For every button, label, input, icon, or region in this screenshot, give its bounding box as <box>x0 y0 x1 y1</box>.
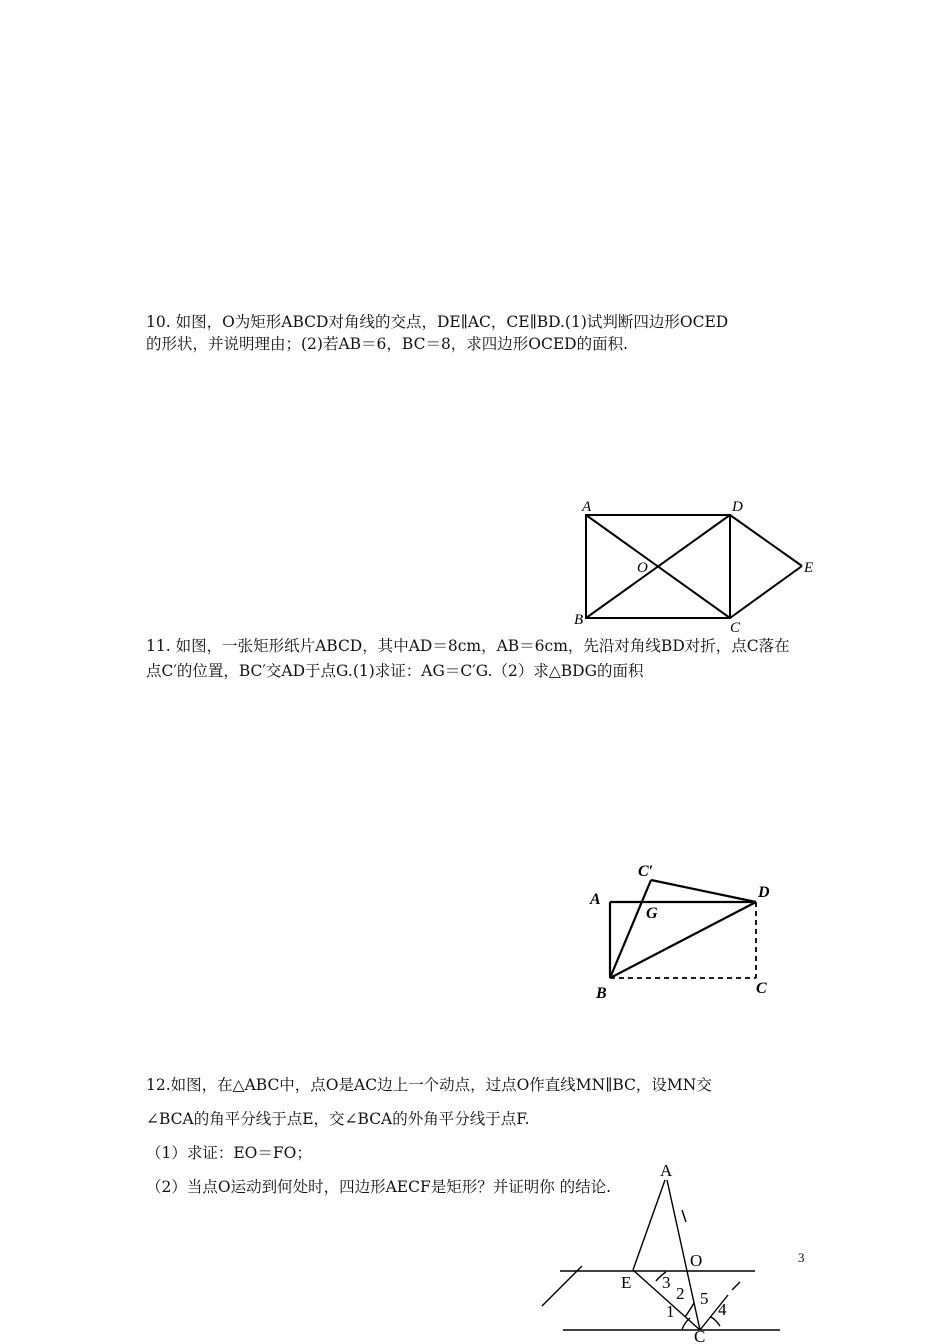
segment-f-tick <box>732 1282 740 1290</box>
label-c: C <box>730 620 741 636</box>
angle-2-arc <box>685 1303 694 1317</box>
figure-11-folded-rectangle-diagram <box>580 850 810 1005</box>
problem-12-line-3: （1）求证：EO＝FO； <box>146 1144 312 1162</box>
label-angle-5: 5 <box>700 1289 709 1308</box>
figure-12-triangle-diagram <box>530 1160 780 1344</box>
diagonal-bd <box>610 902 756 978</box>
segment-ce <box>730 566 802 618</box>
problem-11-line-1: 11. 如图，一张矩形纸片ABCD，其中AD＝8cm，AB＝6cm，先沿对角线BD对折，点C落在 <box>146 637 790 655</box>
problem-11 <box>146 634 816 684</box>
label-a: A <box>582 499 592 515</box>
label-c: C <box>694 1327 706 1344</box>
problem-11-line-2: 点C′的位置，BC′交AD于点G.(1)求证：AG＝C′G.（2）求△BDG的面积 <box>146 662 644 680</box>
figure-10-rectangle-diagram <box>560 490 830 640</box>
label-o: O <box>690 1251 703 1270</box>
page-number: 3 <box>798 1250 805 1265</box>
label-e: E <box>621 1273 632 1292</box>
label-c-prime: C′ <box>638 863 654 880</box>
problem-12-line-2: ∠BCA的角平分线于点E，交∠BCA的外角平分线于点F. <box>146 1110 530 1128</box>
label-angle-1: 1 <box>666 1302 675 1321</box>
label-angle-4: 4 <box>718 1300 727 1319</box>
line-left-oblique <box>542 1266 582 1306</box>
label-a: A <box>590 891 601 908</box>
label-d: D <box>732 499 743 515</box>
label-e: E <box>804 560 814 576</box>
problem-12-line-1: 12.如图，在△ABC中，点O是AC边上一个动点，过点O作直线MN∥BC，设MN交 <box>146 1076 712 1094</box>
label-a: A <box>660 1161 673 1180</box>
label-b: B <box>574 612 584 628</box>
label-angle-2: 2 <box>676 1284 685 1303</box>
problem-10-line-2: 的形状，并说明理由；(2)若AB＝6，BC＝8，求四边形OCED的面积. <box>146 335 629 353</box>
segment-de <box>730 515 802 566</box>
label-angle-3: 3 <box>662 1273 671 1292</box>
label-o: O <box>637 560 648 576</box>
segment-ab <box>633 1180 665 1270</box>
segment-bc-prime <box>610 880 651 978</box>
problem-10-line-1: 10. 如图，O为矩形ABCD对角线的交点，DE∥AC，CE∥BD.(1)试判断四边形OCED <box>146 313 729 331</box>
angle-1-arc <box>682 1318 690 1330</box>
side-tick-mark <box>682 1210 686 1222</box>
problem-12-line-4: （2）当点O运动到何处时，四边形AECF是矩形？并证明你 的结论. <box>146 1178 612 1196</box>
label-d: D <box>758 884 770 901</box>
label-b: B <box>596 985 607 1002</box>
label-c: C <box>756 980 767 997</box>
label-g: G <box>646 905 658 922</box>
segment-c-prime-d <box>651 880 756 902</box>
problem-10 <box>146 311 816 355</box>
